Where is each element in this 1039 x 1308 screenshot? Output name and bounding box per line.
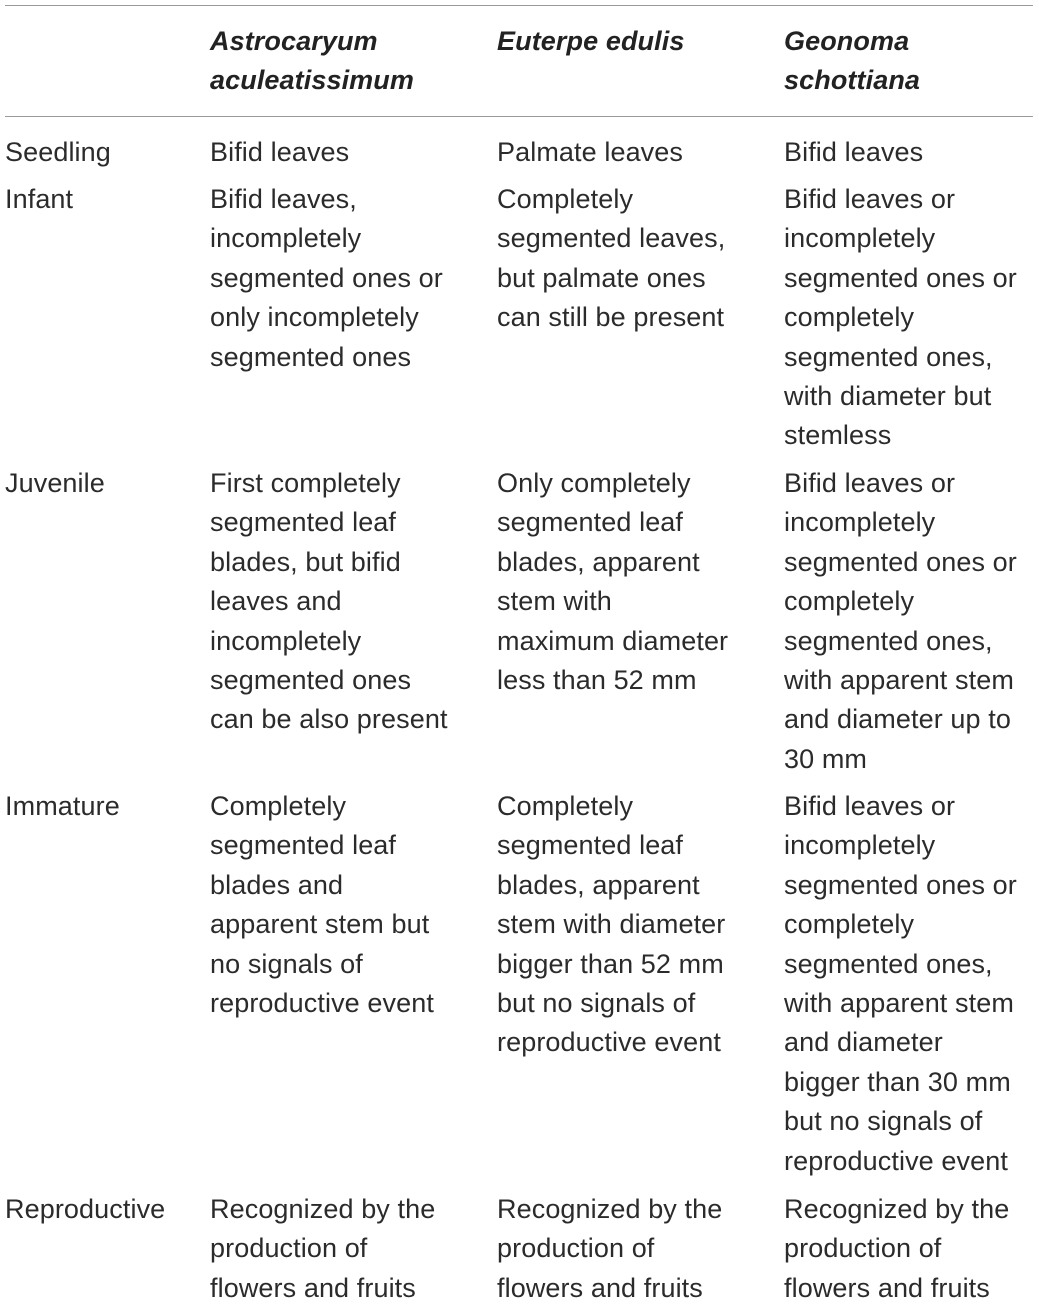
astrocaryum-cell: Bifid leaves (210, 137, 350, 167)
stage-cell: Reproductive (5, 1194, 166, 1224)
header-rule (5, 116, 1033, 117)
geonoma-cell: Bifid leaves or incompletely segmented ones or completely segmented ones, with diameter but stemless (784, 184, 1017, 451)
geonoma-cell: Recognized by the production of flowers and fruits (784, 1194, 1010, 1303)
geonoma-cell: Bifid leaves or incompletely segmented ones or completely segmented ones, with apparent stem and diameter up to 30 mm (784, 468, 1017, 774)
euterpe-cell: Only completely segmented leaf blades, apparent stem with maximum diameter less than 52 mm (497, 468, 729, 696)
euterpe-cell: Completely segmented leaves, but palmate ones can still be present (497, 184, 726, 333)
geonoma-cell: Bifid leaves (784, 137, 924, 167)
euterpe-cell: Recognized by the production of flowers and fruits (497, 1194, 723, 1303)
stage-cell: Immature (5, 791, 120, 821)
euterpe-cell: Palmate leaves (497, 137, 683, 167)
astrocaryum-cell: First completely segmented leaf blades, but bifid leaves and incompletely segmented ones can be also present (210, 468, 448, 735)
euterpe-cell: Completely segmented leaf blades, apparent stem with diameter bigger than 52 mm but no signals of reproductive event (497, 791, 726, 1058)
table-top-rule (5, 5, 1033, 6)
stage-cell: Juvenile (5, 468, 105, 498)
header-euterpe: Euterpe edulis (497, 26, 685, 56)
astrocaryum-cell: Bifid leaves, incompletely segmented ones or only incompletely segmented ones (210, 184, 443, 372)
header-geonoma: Geonoma schottiana (784, 26, 921, 95)
geonoma-cell: Bifid leaves or incompletely segmented ones or completely segmented ones, with apparent stem and diameter bigger than 30 mm but no signals of reproductive event (784, 791, 1017, 1176)
stage-cell: Seedling (5, 137, 111, 167)
stage-cell: Infant (5, 184, 74, 214)
astrocaryum-cell: Recognized by the production of flowers and fruits (210, 1194, 436, 1303)
header-astrocaryum: Astrocaryum aculeatissimum (210, 26, 414, 95)
astrocaryum-cell: Completely segmented leaf blades and apparent stem but no signals of reproductive event (210, 791, 434, 1019)
